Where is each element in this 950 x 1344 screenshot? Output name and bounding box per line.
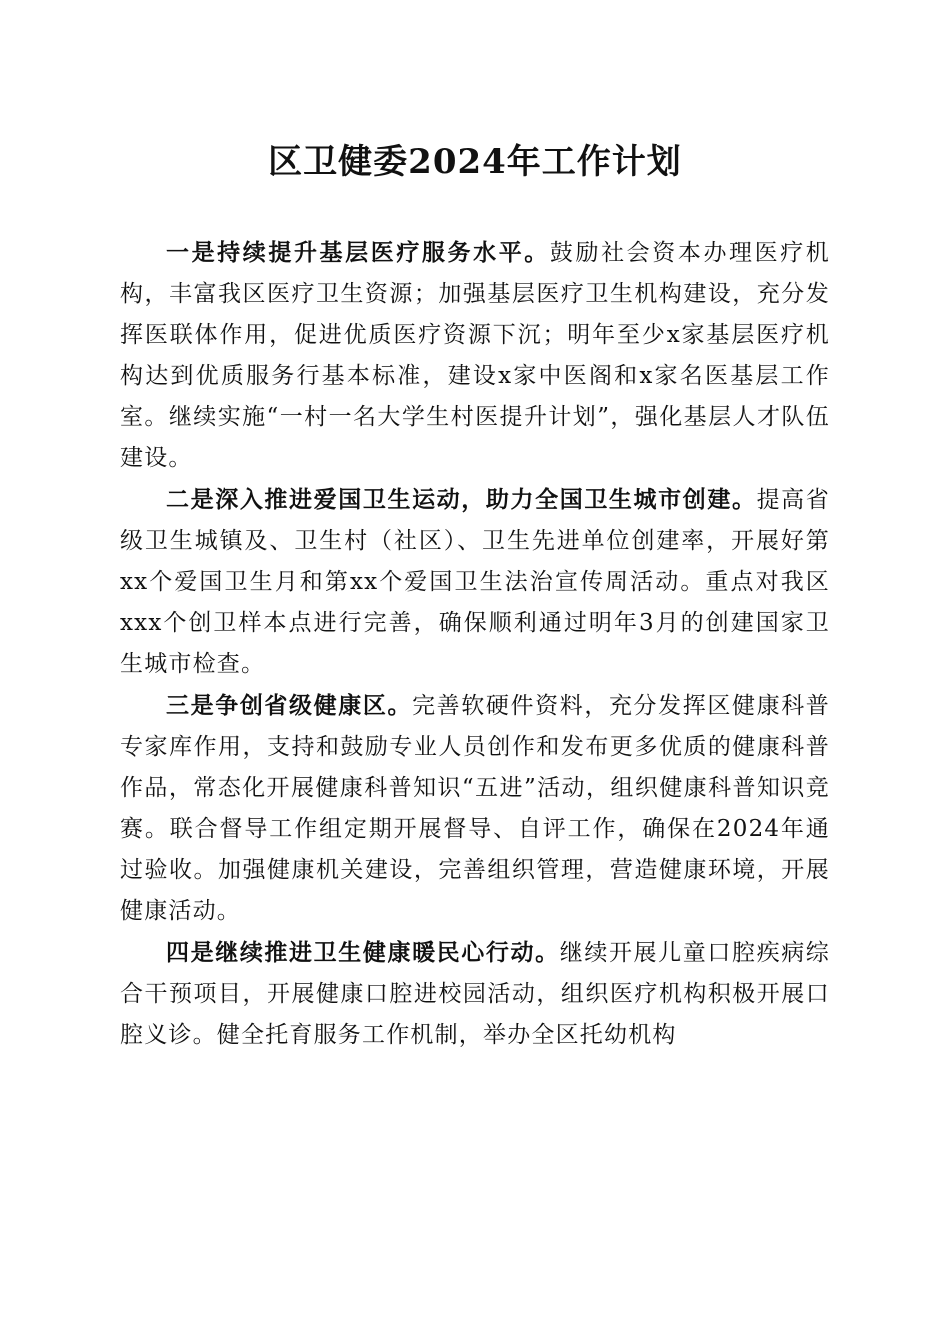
paragraph-2 — [120, 479, 830, 685]
paragraph-4 — [120, 932, 830, 1056]
paragraph-2-text: 提高省级卫生城镇及、卫生村（社区）、卫生先进单位创建率，开展好第xx个爱国卫生月和第xx个爱国卫生法治宣传周活动。重点对我区xxx个创卫样本点进行完善，确保顺利通过明年3月的创建国家卫生城市检查。 — [120, 487, 830, 677]
paragraph-2-lead: 二是深入推进爱国卫生运动，助力全国卫生城市创建。 — [166, 486, 757, 513]
paragraph-4-text: 继续开展儿童口腔疾病综合干预项目，开展健康口腔进校园活动，组织医疗机构积极开展口腔义诊。健全托育服务工作机制，举办全区托幼机构 — [120, 940, 831, 1048]
paragraph-1 — [120, 232, 830, 479]
paragraph-3-lead: 三是争创省级健康区。 — [166, 692, 413, 719]
paragraph-1-lead: 一是持续提升基层医疗服务水平。 — [166, 239, 550, 266]
document-title: 区卫健委2024年工作计划 — [268, 142, 682, 182]
paragraph-3 — [120, 685, 830, 932]
paragraph-3-text: 完善软硬件资料，充分发挥区健康科普专家库作用，支持和鼓励专业人员创作和发布更多优质的健康科普作品，常态化开展健康科普知识“五进”活动，组织健康科普知识竞赛。联合督导工作组定期开展督导、自评工作，确保在2024年通过验收。加强健康机关建设，完善组织管理，营造健康环境，开展健康活动。 — [120, 693, 830, 924]
document-body — [120, 232, 830, 1056]
paragraph-1-text: 鼓励社会资本办理医疗机构，丰富我区医疗卫生资源；加强基层医疗卫生机构建设，充分发挥医联体作用，促进优质医疗资源下沉；明年至少x家基层医疗机构达到优质服务行基本标准，建设x家中医阁和x家名医基层工作室。继续实施“一村一名大学生村医提升计划”，强化基层人才队伍建设。 — [120, 240, 831, 471]
paragraph-4-lead: 四是继续推进卫生健康暖民心行动。 — [166, 939, 560, 966]
